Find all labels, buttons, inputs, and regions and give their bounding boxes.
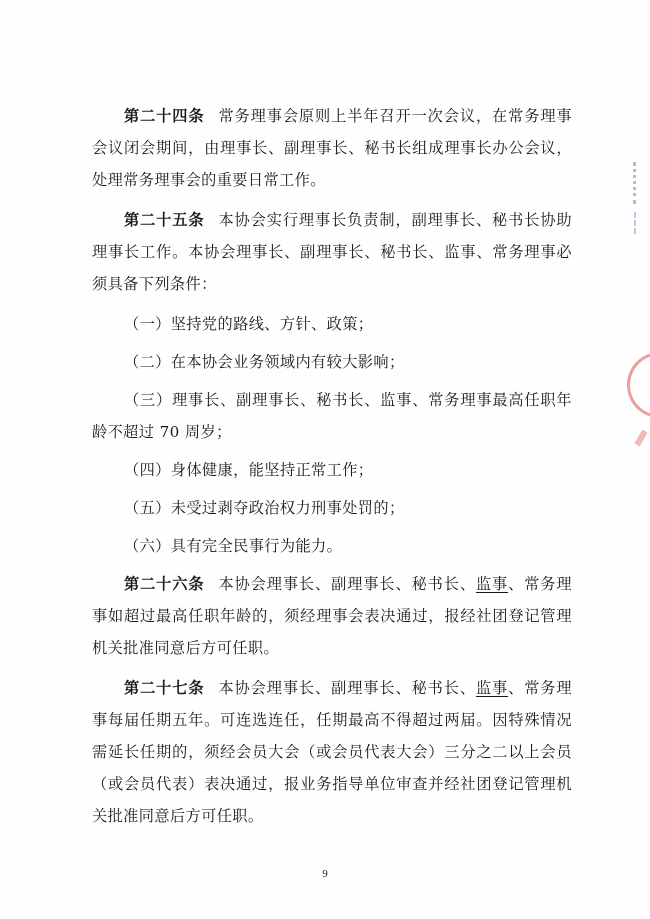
article-27 bbox=[92, 672, 572, 832]
article-number: 第二十四条 bbox=[124, 107, 205, 125]
article-26 bbox=[92, 568, 572, 664]
article-text-after: 、常务理事每届任期五年。可连选连任，任期最高不得超过两届。因特殊情况需延长任期的，须经会员大会（或会员代表大会）三分之二以上会员（或会员代表）表决通过，报业务指导单位审查并经社团登记管理机关批准同意后方可任职。 bbox=[92, 679, 572, 825]
stamp-fragment-blue bbox=[634, 212, 648, 234]
stamp-fragment-red bbox=[634, 430, 647, 447]
stamp-fragment-red bbox=[627, 352, 650, 418]
condition-item-6: （六）具有完全民事行为能力。 bbox=[124, 537, 343, 555]
page-number: 9 bbox=[322, 868, 328, 880]
article-text-before: 本协会理事长、副理事长、秘书长、 bbox=[218, 575, 476, 593]
condition-item-5: （五）未受过剥夺政治权力刑事处罚的； bbox=[124, 499, 405, 517]
article-24 bbox=[92, 100, 572, 196]
stamp-fragment-blue bbox=[633, 162, 650, 204]
article-number: 第二十五条 bbox=[124, 211, 205, 229]
article-number: 第二十七条 bbox=[124, 679, 205, 697]
article-number: 第二十六条 bbox=[124, 575, 205, 593]
condition-item-1: （一）坚持党的路线、方针、政策； bbox=[124, 315, 374, 333]
document-body bbox=[92, 100, 572, 840]
article-text-before: 本协会理事长、副理事长、秘书长、 bbox=[218, 679, 476, 697]
condition-item-4: （四）身体健康，能坚持正常工作； bbox=[124, 461, 374, 479]
underlined-term: 监事 bbox=[475, 679, 509, 697]
underlined-term: 监事 bbox=[475, 575, 509, 593]
article-text: 常务理事会原则上半年召开一次会议，在常务理事会议闭会期间，由理事长、副理事长、秘书长组成理事长办公会议，处理常务理事会的重要日常工作。 bbox=[92, 107, 572, 189]
article-text: 本协会实行理事长负责制，副理事长、秘书长协助理事长工作。本协会理事长、副理事长、秘书长、监事、常务理事必须具备下列条件： bbox=[92, 211, 572, 293]
article-text-after: 、常务理事如超过最高任职年龄的，须经理事会表决通过，报经社团登记管理机关批准同意后方可任职。 bbox=[92, 575, 572, 657]
article-25 bbox=[92, 204, 572, 300]
condition-item-3: （三）理事长、副理事长、秘书长、监事、常务理事最高任职年龄不超过 70 周岁； bbox=[92, 391, 572, 441]
condition-item-2: （二）在本协会业务领域内有较大影响； bbox=[124, 353, 405, 371]
